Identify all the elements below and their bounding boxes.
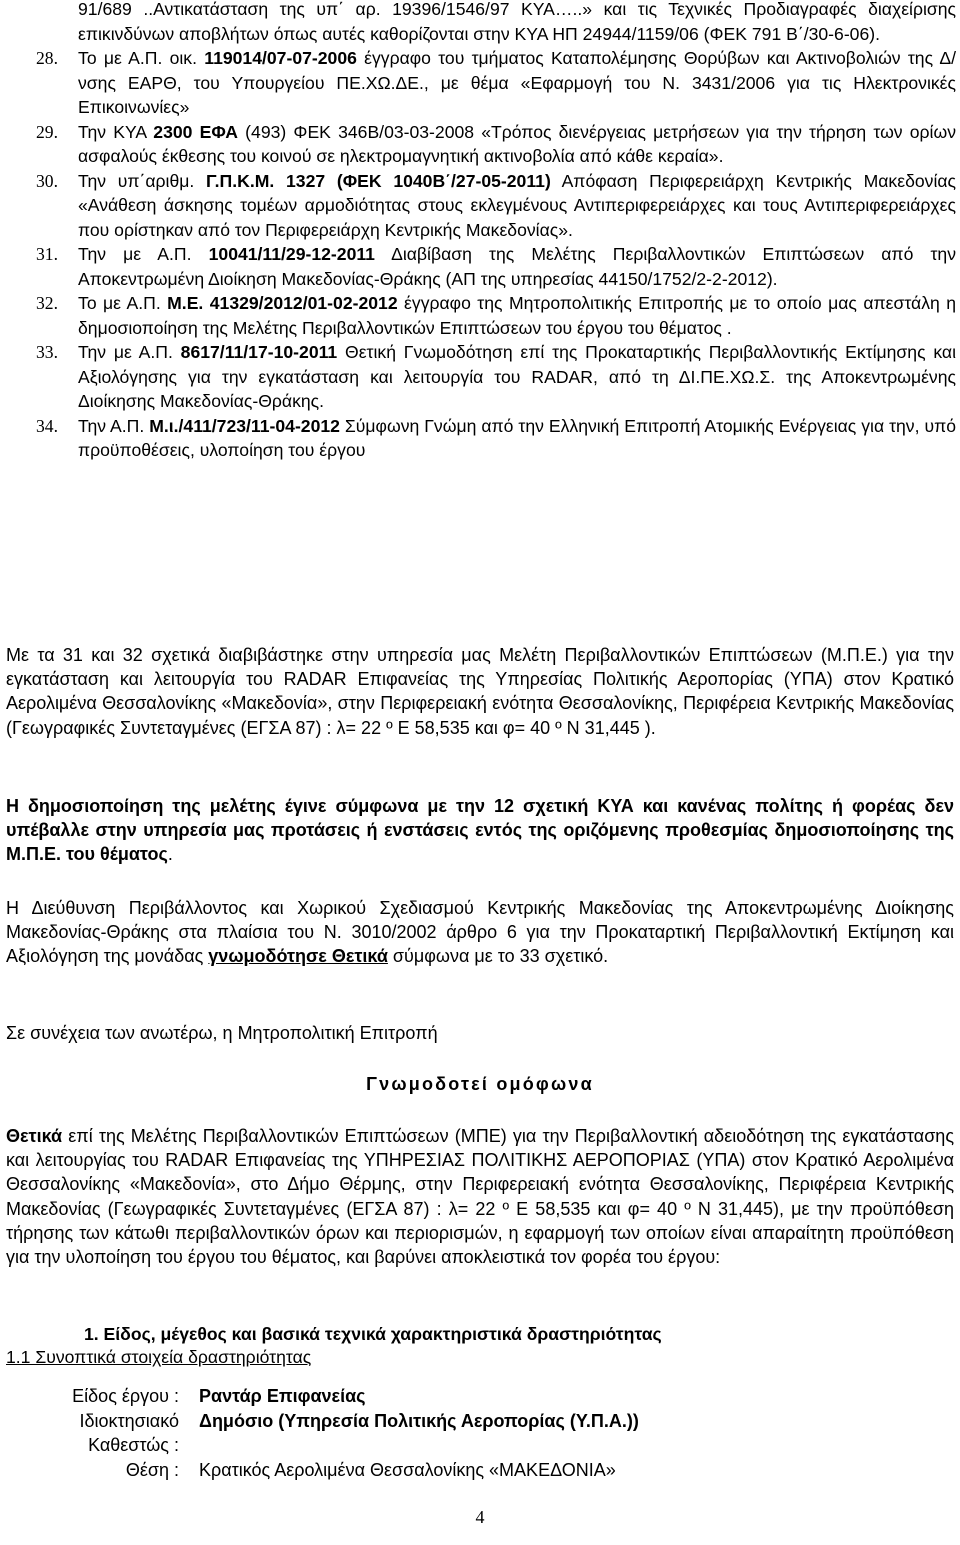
publication-end: . [167, 844, 173, 865]
activity-fields [34, 1384, 834, 1482]
list-item-segment: Την υπ΄αριθμ. [78, 170, 207, 191]
list-item [36, 414, 956, 463]
field-label: Θέση : [125, 1459, 179, 1480]
list-item-segment: Την ΚΥΑ [78, 121, 154, 142]
list-item-segment: 91/689 ..Αντικατάσταση της υπ΄ αρ. 19396/1546/97 ΚΥΑ…..» και τις Τεχνικές Προδιαγραφές διαχείρισης επικινδύνων αποβλήτων όπως αυτές καθορίζονται στην ΚΥΑ ΗΠ 24944/1159/06 (ΦΕΚ 791 Β΄/30-6-06). [78, 0, 956, 44]
paragraph-ype-study: Με τα 31 και 32 σχετικά διαβιβάστηκε στην υπηρεσία μας Μελέτη Περιβαλλοντικών Επιπτώσεων (Μ.Π.Ε.) για την εγκατάσταση και λειτουργία του RADAR Επιφανείας της Υπηρεσίας Πολιτικής Αεροπορίας (ΥΠΑ) στον Κρατικό Αερολιμένα Θεσσαλονίκης «Μακεδονία», στην Περιφερειακή ενότητα Θεσσαλονίκης, Περιφέρεια Κεντρικής Μακεδονίας (Γεωγραφικές Συντεταγμένες (ΕΓΣΑ 87) : λ= 22 º Ε 58,535 και φ= 40 º Ν 31,445 ). [6, 645, 954, 738]
field-value: Δημόσιο (Υπηρεσία Πολιτικής Αεροπορίας (Υ.Π.Α.)) [199, 1410, 639, 1431]
resolution-heading: Γνωμοδοτεί ομόφωνα [366, 1074, 594, 1094]
list-item-text [78, 291, 956, 340]
field-row [34, 1384, 834, 1409]
list-item-text [78, 46, 956, 120]
list-item-text [78, 0, 956, 46]
list-item [36, 46, 956, 120]
list-item-segment: Διαβίβαση της Μελέτης Περιβαλλοντικών Επιπτώσεων από την Αποκεντρωμένη Διοίκηση Μακεδονίας-Θράκης (ΑΠ της υπηρεσίας 44150/1752/2-2-2012). [78, 244, 957, 289]
list-item-segment: Θετική Γνωμοδότηση επί της Προκαταρτικής Περιβαλλοντικής Εκτίμησης και Αξιολόγησης για την εγκατάσταση και λειτουργία του RADAR, από τη ΔΙ.ΠΕ.ΧΩ.Σ. της Αποκεντρωμένης Διοίκησης Μακεδονίας-Θράκης. [78, 342, 957, 411]
field-label: Είδος έργου : [72, 1386, 179, 1406]
publication-text: Η δημοσιοποίηση της μελέτης έγινε σύμφωνα με την 12 σχετική ΚΥΑ και κανένας πολίτης ή φορέας δεν υπέβαλλε στην υπηρεσία μας προτάσεις ή ενστάσεις εντός της οριζόμενης προθεσμίας δημοσιοποίησης της Μ.Π.Ε. του θέματος [6, 796, 954, 865]
list-item-segment: Το με Α.Π. [78, 293, 168, 313]
list-item-segment: Την με Α.Π. [78, 244, 209, 264]
resolution-text: επί της Μελέτης Περιβαλλοντικών Επιπτώσεων (ΜΠΕ) για την Περιβαλλοντική αδειοδότηση της εγκατάστασης και λειτουργίας του RADAR Επιφανείας της ΥΠΗΡΕΣΙΑΣ ΠΟΛΙΤΙΚΗΣ ΑΕΡΟΠΟΡΙΑΣ (ΥΠΑ) στον Κρατικό Αερολιμένα Θεσσαλονίκης «Μακεδονία», στο Δήμο Θέρμης, στην Περιφερειακή ενότητα Θεσσαλονίκης, Περιφέρεια Κεντρικής Μακεδονίας (Γεωγραφικές Συντεταγμένες (ΕΓΣΑ 87) : λ= 22 º Ε 58,535 και φ= 40 º Ν 31,445), με την προϋπόθεση τήρησης των κάτωθι περιβαλλοντικών όρων και περιορισμών, η εφαρμογή των οποίων είναι απαραίτητη προϋπόθεση για την υλοποίηση του έργου του θέματος, και βαρύνει αποκλειστικά τον φορέα του έργου: [6, 1126, 954, 1268]
list-item-text [78, 169, 956, 243]
field-row [34, 1433, 834, 1458]
list-item-number: 33. [36, 342, 58, 362]
list-item [36, 169, 956, 243]
field-row [34, 1458, 834, 1483]
list-item-number: 31. [36, 244, 58, 264]
field-value: Κρατικός Αερολιμένα Θεσσαλονίκης «ΜΑΚΕΔΟΝΙΑ» [199, 1459, 616, 1480]
list-item [36, 242, 956, 291]
list-item-segment: έγγραφο της Μητροπολιτικής Επιτροπής με το οποίο μας απεστάλη η δημοσιοποίηση της Μελέτης Περιβαλλοντικών Επιπτώσεων του έργου του θέματος . [78, 293, 957, 338]
list-item-segment: Την με Α.Π. [78, 342, 181, 362]
list-item-text [78, 414, 956, 463]
list-item-segment: (493) ΦΕΚ 346Β/03-03-2008 «Τρόπος διενέργειας μετρήσεων για την τήρηση των ορίων ασφαλούς έκθεσης του κοινού σε ηλεκτρομαγνητική ακτινοβολία από κάθε κεραία». [78, 121, 956, 166]
paragraph-publication [6, 794, 954, 867]
list-item-segment: Μ.Ε. 41329/2012/01-02-2012 [167, 293, 398, 313]
paragraph-directorate [6, 896, 954, 969]
list-item [36, 340, 956, 414]
list-item-segment: 119014/07-07-2006 [204, 48, 357, 68]
resolution-positive: Θετικά [6, 1126, 63, 1146]
field-value: Ραντάρ Επιφανείας [199, 1386, 366, 1406]
list-item-segment: Σύμφωνη Γνώμη από την Ελληνική Επιτροπή Ατομικής Ενέργειας για την, υπό προϋποθέσεις, υλοποίηση του έργου [78, 415, 956, 460]
list-item-number: 29. [36, 121, 58, 142]
positive-opinion: γνωμοδότησε Θετικά [208, 946, 388, 967]
list-item-segment: Γ.Π.Κ.Μ. 1327 (ΦΕΚ 1040Β΄/27-05-2011) [206, 170, 551, 191]
field-row [34, 1409, 834, 1434]
list-item [78, 0, 956, 46]
field-value [199, 1433, 834, 1458]
paragraph-resolution [6, 1124, 954, 1269]
page-number: 4 [475, 1507, 485, 1527]
list-item-segment: 8617/11/17-10-2011 [180, 342, 338, 362]
list-item-segment: 2300 ΕΦΑ [153, 121, 239, 142]
list-item-number: 32. [36, 293, 58, 313]
list-item-number: 34. [36, 415, 58, 436]
list-item-segment: Απόφαση Περιφερειάρχη Κεντρικής Μακεδονίας «Ανάθεση άσκησης τομέων αρμοδιότητας στους εκλεγμένους Αντιπεριφερειάρχες και τους Αντιπεριφερειάρχες που ορίστηκαν από τον Περιφερειάρχη Κεντρικής Μακεδονίας». [78, 170, 956, 240]
list-item-number: 28. [36, 48, 58, 68]
list-item-segment: Την Α.Π. [78, 415, 150, 436]
field-label: Ιδιοκτησιακό [79, 1410, 179, 1431]
list-item-segment: Το με Α.Π. οικ. [78, 48, 205, 68]
list-item-text [78, 340, 956, 414]
directorate-text: Η Διεύθυνση Περιβάλλοντος και Χωρικού Σχεδιασμού Κεντρικής Μακεδονίας της Αποκεντρωμένης Διοίκησης Μακεδονίας-Θράκης στα πλαίσια του Ν. 3010/2002 άρθρο 6 για την Προκαταρτική Περιβαλλοντική Εκτίμηση και Αξιολόγηση της μονάδας [6, 898, 954, 967]
list-item [36, 120, 956, 169]
section-title: 1. Είδος, μέγεθος και βασικά τεχνικά χαρακτηριστικά δραστηριότητας [84, 1324, 662, 1344]
directorate-end: σύμφωνα με το 33 σχετικό. [387, 946, 609, 967]
list-item-segment: 10041/11/29-12-2011 [208, 244, 375, 264]
list-item-segment: έγγραφο του τμήματος Καταπολέμησης Θορύβων και Ακτινοβολιών της Δ/νσης ΕΑΡΘ, του Υπουργείου ΠΕ.ΧΩ.ΔΕ., με θέμα «Εφαρμογή του Ν. 3431/2006 για τις Ηλεκτρονικές Επικοινωνίες» [78, 48, 957, 117]
paragraph-committee: Σε συνέχεια των ανωτέρω, η Μητροπολιτική Επιτροπή [6, 1023, 438, 1043]
list-item-text [78, 242, 956, 291]
list-item-segment: Μ.ι./411/723/11-04-2012 [149, 415, 340, 436]
subsection-title: 1.1 Συνοπτικά στοιχεία δραστηριότητας [6, 1347, 312, 1367]
field-label: Καθεστώς : [88, 1435, 179, 1456]
list-item-number: 30. [36, 170, 58, 191]
list-item [36, 291, 956, 340]
references-list [36, 0, 956, 463]
list-item-text [78, 120, 956, 169]
